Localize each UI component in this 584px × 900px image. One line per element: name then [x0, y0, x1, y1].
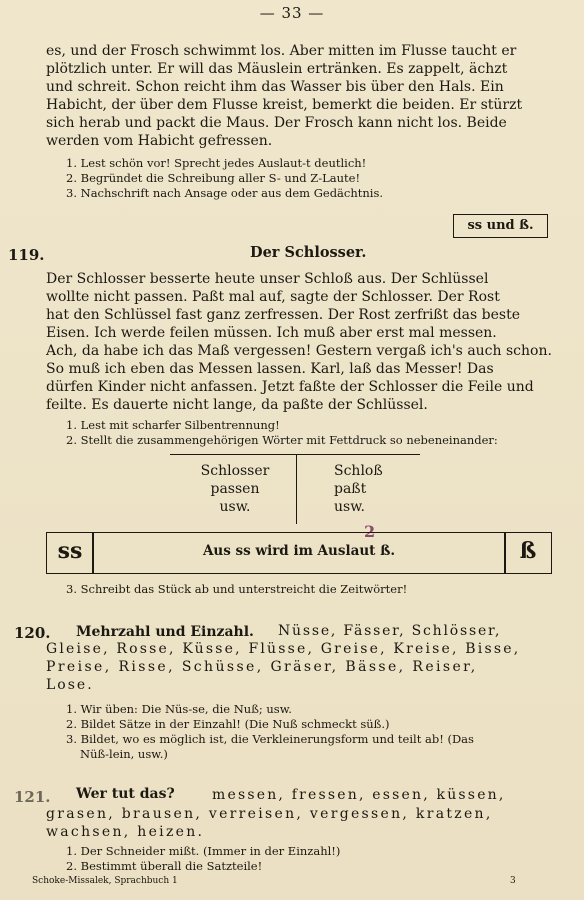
task-item: 3. Bildet, wo es möglich ist, die Verkleinerungsform und teilt ab! (Das	[66, 732, 474, 746]
task-item: 2. Begründet die Schreibung aller S- und Z-Laute!	[66, 171, 361, 185]
table-cell: passen	[210, 481, 260, 497]
text-line: sich herab und packt die Maus. Der Frosch kann nicht los. Beide	[46, 115, 507, 131]
section-number: 120.	[14, 624, 51, 642]
text-line: und schreit. Schon reicht ihm das Wasser bis über den Hals. Ein	[46, 79, 504, 95]
text-line: Eisen. Ich werde feilen müssen. Ich muß aber erst mal messen.	[46, 325, 497, 341]
top-task-list	[66, 156, 383, 201]
table-top-rule	[170, 454, 420, 455]
section-119-paragraph	[46, 270, 552, 414]
text-line: hat den Schlüssel fast ganz zerfressen. Der Rost zerfrißt das beste	[46, 307, 521, 323]
table-cell: usw.	[334, 499, 365, 515]
text-line: So muß ich eben das Messen lassen. Karl, laß das Messer! Das	[46, 361, 494, 377]
text-line: Ach, da habe ich das Maß vergessen! Gestern vergaß ich's auch schon.	[46, 343, 552, 359]
task-item: 2. Bildet Sätze in der Einzahl! (Die Nuß schmeckt süß.)	[66, 717, 390, 731]
table-cell: Schlosser	[200, 463, 270, 479]
word-line: messen, fressen, essen, küssen,	[212, 787, 506, 803]
word-line: Nüsse, Fässer, Schlösser,	[278, 623, 502, 639]
text-line: werden vom Habicht gefressen.	[46, 133, 273, 149]
table-divider	[296, 454, 297, 524]
task-item: 1. Der Schneider mißt. (Immer in der Einzahl!)	[66, 844, 341, 858]
task-item: 1. Lest schön vor! Sprecht jedes Auslaut-t deutlich!	[66, 156, 367, 170]
text-line: wollte nicht passen. Paßt mal auf, sagte der Schlosser. Der Rost	[46, 289, 500, 305]
section-120-task-list	[66, 702, 474, 762]
footer-signature: Schoke-Missalek, Sprachbuch 1	[32, 876, 178, 886]
table-cell: Schloß	[334, 463, 383, 479]
rule-right-glyph: ß	[519, 538, 537, 564]
section-title: Mehrzahl und Einzahl.	[76, 624, 254, 640]
text-line: dürfen Kinder nicht anfassen. Jetzt faßte der Schlosser die Feile und	[46, 379, 534, 395]
text-line: Habicht, der über dem Flusse kreist, bemerkt die beiden. Er stürzt	[46, 97, 523, 113]
task-item: 2. Bestimmt überall die Satzteile!	[66, 859, 263, 873]
table-cell: paßt	[334, 481, 367, 497]
text-line: es, und der Frosch schwimmt los. Aber mitten im Flusse taucht er	[46, 43, 517, 59]
footer-sheet-number: 3	[510, 876, 516, 886]
table-left-column	[185, 462, 285, 516]
task-item: 1. Lest mit scharfer Silbentrennung!	[66, 418, 280, 432]
rule-text: Aus ss wird im Auslaut ß.	[202, 543, 396, 559]
section-title: Wer tut das?	[76, 786, 175, 802]
task-item: 1. Wir üben: Die Nüs-se, die Nuß; usw.	[66, 702, 292, 716]
page-number: — 33 —	[259, 4, 325, 22]
section-number: 121.	[14, 788, 51, 806]
section-119-task-list	[66, 418, 498, 448]
section-119-task-3: 3. Schreibt das Stück ab und unterstreicht die Zeitwörter!	[66, 582, 408, 596]
table-cell: usw.	[219, 499, 251, 515]
word-line: Preise, Risse, Schüsse, Gräser, Bässe, Reiser,	[46, 659, 478, 675]
rule-left-glyph: ss	[57, 538, 83, 564]
text-line: feilte. Es dauerte nicht lange, da paßte der Schlüssel.	[46, 397, 428, 413]
table-right-column	[334, 462, 424, 516]
task-item: 3. Nachschrift nach Ansage oder aus dem Gedächtnis.	[66, 186, 384, 200]
word-line: Lose.	[46, 677, 94, 693]
word-line: wachsen, heizen.	[46, 824, 205, 840]
section-title: Der Schlosser.	[250, 244, 367, 261]
section-121-task-list	[66, 844, 340, 874]
task-item: 2. Stellt die zusammengehörigen Wörter mit Fettdruck so nebeneinander:	[66, 433, 498, 447]
top-paragraph	[46, 42, 522, 150]
text-line: plötzlich unter. Er will das Mäuslein ertränken. Es zappelt, ächzt	[46, 61, 508, 77]
section-number: 119.	[8, 246, 45, 264]
word-line: grasen, brausen, verreisen, vergessen, kratzen,	[46, 806, 493, 822]
ss-sz-label-box: ss und ß.	[453, 214, 548, 238]
task-item: Nüß-lein, usw.)	[80, 747, 168, 761]
pencil-mark: 2	[364, 522, 376, 541]
text-line: Der Schlosser besserte heute unser Schloß aus. Der Schlüssel	[46, 271, 489, 287]
word-line: Gleise, Rosse, Küsse, Flüsse, Greise, Kreise, Bisse,	[46, 641, 521, 657]
